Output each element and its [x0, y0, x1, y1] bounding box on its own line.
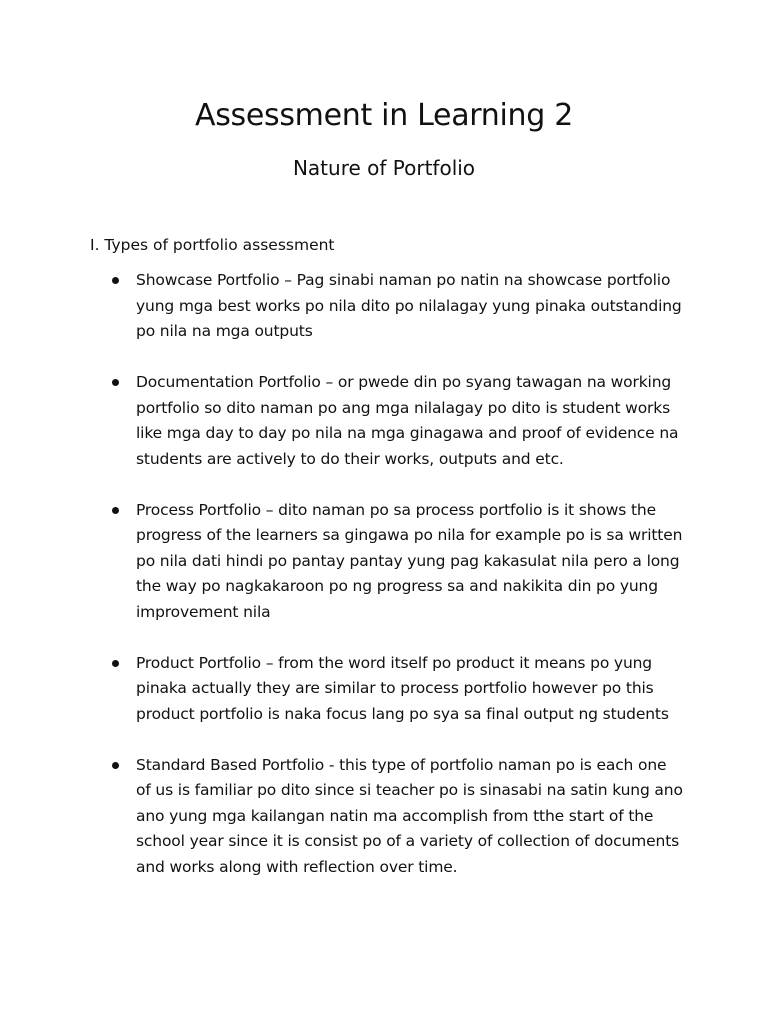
bullet-icon	[112, 379, 119, 386]
bullet-icon	[112, 507, 119, 514]
list-item	[0, 268, 684, 345]
bullet-icon	[112, 762, 119, 769]
list-item-text: Standard Based Portfolio - this type of portfolio naman po is each one of us is familiar po dito since si teacher po is sinasabi na satin kung ano ano yung mga kailangan natin ma accomplish from tthe start of the school year since it is consist po of a variety of collection of documents and works along with reflection over time.	[136, 755, 683, 876]
list-item-text: Documentation Portfolio – or pwede din po syang tawagan na working portfolio so dito naman po ang mga nilalagay po dito is student works like mga day to day po nila na mga ginagawa and proof of evidence na students are actively to do their works, outputs and etc.	[136, 373, 679, 468]
bullet-icon	[112, 660, 119, 667]
list-item	[0, 651, 684, 728]
list-item-text: Product Portfolio – from the word itself po product it means po yung pinaka actually they are similar to process portfolio however po this product portfolio is naka focus lang po sya sa final output ng students	[136, 653, 669, 723]
list-item	[0, 370, 684, 472]
list-item	[0, 498, 684, 626]
page-title: Assessment in Learning 2	[194, 98, 574, 133]
list-item-text: Showcase Portfolio – Pag sinabi naman po natin na showcase portfolio yung mga best works po nila dito po nilalagay yung pinaka outstanding po nila na mga outputs	[136, 271, 682, 340]
portfolio-types-list	[0, 268, 768, 906]
list-item-text: Process Portfolio – dito naman po sa process portfolio is it shows the progress of the learners sa gingawa po nila for example po is sa written po nila dati hindi po pantay pantay yung pag kakasulat nila pero a long the way po nagkakaroon po ng progress sa and nakikita din po yung improvement nila	[136, 500, 683, 621]
section-heading: I. Types of portfolio assessment	[90, 236, 335, 254]
page-subtitle: Nature of Portfolio	[292, 156, 476, 180]
list-item	[0, 753, 684, 881]
bullet-icon	[112, 277, 119, 284]
